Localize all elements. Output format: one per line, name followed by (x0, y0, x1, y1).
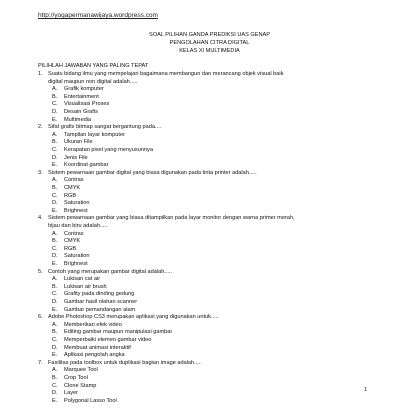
answer-option (52, 155, 88, 163)
option-text: RGB (64, 245, 77, 252)
option-letter: D. (52, 344, 58, 351)
option-letter: B. (52, 139, 58, 146)
option-letter: D. (52, 253, 58, 260)
option-letter: D. (52, 299, 58, 305)
instruction: PILIHLAH JAWABAN YANG PALING TEPAT (38, 63, 149, 69)
answer-option (52, 147, 153, 155)
answer-option (52, 375, 88, 383)
answer-option (52, 299, 137, 307)
question (38, 360, 378, 368)
answer-option (52, 231, 84, 239)
option-text: Gambar pemandangan alam (64, 306, 136, 313)
answer-option (52, 86, 104, 94)
answer-option (52, 185, 80, 193)
option-letter: A. (52, 131, 58, 138)
question-number: 5. (38, 268, 43, 275)
answer-option (52, 253, 90, 261)
option-text: Aplikasi pengolah angka (64, 352, 125, 359)
option-letter: E. (52, 162, 58, 169)
option-text: Jenis File (64, 154, 88, 161)
question (38, 124, 378, 132)
question-number: 2. (38, 124, 43, 131)
question (38, 215, 378, 223)
option-letter: E. (52, 261, 58, 267)
answer-option (52, 117, 91, 125)
answer-option (52, 246, 76, 254)
option-letter: C. (52, 245, 58, 252)
option-text: Saturation (64, 200, 90, 207)
option-letter: B. (52, 93, 58, 100)
answer-option (52, 390, 78, 398)
option-letter: A. (52, 177, 58, 184)
question-text-continued: hijau dan biru adalah..... (48, 223, 108, 229)
option-text: Editing gambar maupun manipulasi gambar (64, 329, 173, 336)
question (38, 170, 378, 178)
option-letter: D. (52, 154, 58, 161)
option-text: Layer (64, 390, 78, 397)
option-text: Brighnest (64, 261, 88, 267)
answer-option (52, 284, 107, 292)
answer-option (52, 329, 172, 337)
option-text: Lukisan air brush (64, 283, 107, 290)
option-letter: D. (52, 200, 58, 207)
answer-option (52, 345, 131, 353)
option-letter: D. (52, 109, 58, 115)
answer-option (52, 139, 93, 147)
option-letter: E. (52, 207, 58, 214)
option-text: CMYK (64, 185, 81, 191)
option-text: Visualisasi Proses (64, 101, 110, 108)
answer-option (52, 162, 108, 170)
option-letter: C. (52, 291, 58, 298)
answer-option (52, 261, 88, 269)
question-text: Sistem pewarnaan gambar digital yang biasa digunakan pada tinta printer adalah..... (48, 169, 257, 176)
option-letter: A. (52, 276, 58, 283)
answer-option (52, 200, 90, 208)
question-text: Adobe Photoshop CS3 merupakan aplikasi yang digunakan untuk..... (48, 314, 219, 321)
option-text: Marquee Tool (64, 367, 98, 374)
doc-title: SOAL PILIHAN GANDA PREDIKSI UAS GENAP (148, 32, 271, 38)
option-text: Crop Tool (64, 375, 88, 381)
answer-option (52, 367, 98, 375)
answer-option (52, 291, 134, 299)
option-text: Gambar hasil olahan scanner (64, 299, 138, 305)
doc-subject: PENGOLAHAN CITRA DIGITAL (169, 40, 250, 46)
answer-option (52, 132, 125, 140)
option-text: Ukuran File (64, 139, 93, 146)
option-text: Saturation (64, 253, 90, 260)
question-text: Fasilitas pada toolbox untuk duplikasi bagian image adalah..... (48, 359, 202, 366)
answer-option (52, 94, 99, 102)
answer-option (52, 101, 109, 109)
option-letter: A. (52, 86, 58, 93)
question-text: Sistem pewarnaan gambar yang biasa ditampilkan pada layar monitor dengan warna primer merah, (48, 215, 295, 222)
option-text: CMYK (64, 238, 81, 245)
answer-option (52, 109, 98, 117)
option-letter: C. (52, 101, 58, 108)
option-letter: A. (52, 230, 58, 237)
answer-option (52, 177, 84, 185)
option-letter: B. (52, 283, 58, 290)
option-letter: A. (52, 321, 58, 328)
question-text-continued: digital maupun non digital adalah..... (48, 78, 138, 85)
question-number: 6. (38, 314, 43, 321)
option-text: Clone Stamp (64, 382, 97, 389)
answer-option (52, 276, 100, 284)
question-number: 4. (38, 215, 43, 222)
question-text: Contoh yang merupakan gambar digital adalah..... (48, 268, 173, 275)
option-letter: B. (52, 375, 58, 381)
option-text: Desain Grafis (64, 109, 98, 115)
option-letter: E. (52, 306, 58, 313)
question (38, 269, 378, 277)
question (38, 314, 378, 322)
source-url[interactable]: http://yogapermanawijaya.wordpress.com (38, 12, 158, 19)
answer-option (52, 352, 125, 360)
answer-option (52, 383, 96, 391)
option-text: Contras (64, 177, 84, 184)
question-text: Suatu bidang ilmu yang mempelajari bagaimana membangun dan merancang objek visual baik (48, 71, 284, 77)
option-letter: C. (52, 382, 58, 389)
option-text: Tampilan layar komputer (64, 131, 125, 138)
option-letter: E. (52, 116, 58, 123)
answer-option (52, 322, 122, 330)
answer-option (52, 337, 151, 345)
option-letter: C. (52, 147, 58, 153)
question-text: Sifat grafis bitmap sangat bergantung pada.... (48, 124, 162, 131)
option-text: Grafity pada dinding gedung (64, 291, 135, 298)
answer-option (52, 193, 76, 201)
option-letter: B. (52, 185, 58, 191)
option-text: Kerapatan pixel yang menyusunnya (64, 147, 153, 153)
question-number: 3. (38, 169, 43, 176)
option-text: Lukisan cat air (64, 276, 101, 283)
option-letter: B. (52, 238, 58, 245)
option-text: Grafik komputer (64, 86, 104, 93)
option-letter: C. (52, 192, 58, 199)
option-text: Entertainment (64, 93, 99, 100)
question (38, 71, 378, 79)
answer-option (52, 238, 80, 246)
option-text: Multimedia (64, 116, 92, 123)
option-text: Membuat animasi interaktif (64, 344, 131, 351)
question-number: 7. (38, 359, 43, 366)
option-text: Memberikan efek video (64, 321, 122, 328)
option-text: Contras (64, 230, 84, 237)
option-letter: B. (52, 329, 58, 336)
option-letter: C. (52, 337, 58, 343)
answer-option (52, 208, 88, 216)
option-text: RGB (64, 192, 77, 199)
page-number: 1 (363, 387, 367, 393)
option-text: Polygonal Lasso Tool (64, 397, 117, 404)
doc-class: KELAS XI MULTIMEDIA (179, 48, 240, 54)
option-letter: A. (52, 367, 58, 374)
answer-option (52, 398, 117, 406)
option-text: Brighnest (64, 207, 88, 214)
answer-option (52, 307, 135, 315)
option-letter: E. (52, 352, 58, 359)
option-letter: E. (52, 397, 58, 404)
option-letter: D. (52, 390, 58, 397)
option-text: Koordinat gambar (64, 162, 109, 169)
question-number: 1. (38, 71, 43, 77)
option-text: Memperbaiki elemen gambar video (64, 337, 152, 343)
